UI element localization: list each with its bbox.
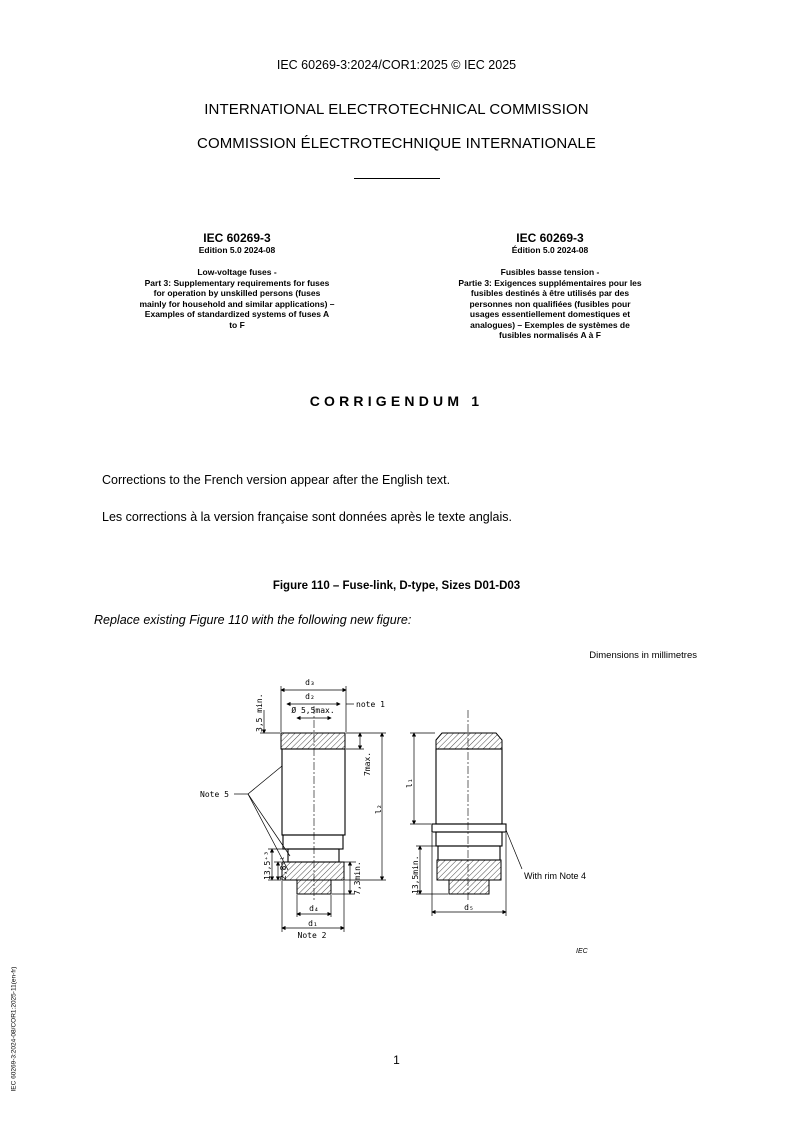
label-d5: d₅ — [464, 903, 474, 912]
lower-step — [438, 846, 500, 860]
top-contact — [281, 733, 345, 749]
standard-title — [102, 267, 372, 330]
standard-edition: Édition 5.0 2024-08 — [511, 245, 589, 255]
label-d2: d₂ — [305, 692, 315, 701]
lower-body — [436, 832, 502, 846]
label-rim-note: With rim Note 4 — [524, 871, 587, 881]
standard-info-english — [102, 231, 372, 330]
title-line: for operation by unskilled persons (fuses — [153, 288, 321, 298]
contact-tip — [297, 880, 331, 894]
title-line: analogues) – Exemples de systèmes de — [470, 319, 630, 330]
header-divider — [354, 178, 440, 179]
label-note2: Note 2 — [297, 931, 327, 940]
side-view — [410, 710, 522, 916]
label-note1: note 1 — [356, 700, 385, 709]
standard-edition: Edition 5.0 2024-08 — [198, 245, 276, 255]
title-line: to F — [229, 319, 245, 330]
label-d1: d₁ — [308, 919, 318, 928]
body-step — [283, 835, 343, 849]
replacement-instruction: Replace existing Figure 110 with the following new figure: — [94, 613, 412, 627]
title-line: mainly for household and similar applications) – — [139, 298, 335, 309]
lower-step — [288, 849, 339, 862]
label-7-max: 7max. — [363, 751, 372, 776]
rim — [432, 824, 506, 832]
standard-info-french — [415, 231, 685, 341]
title-line: fusibles normalisés A à F — [499, 330, 601, 340]
standard-number: IEC 60269-3 — [516, 231, 584, 245]
organization-name-french: COMMISSION ÉLECTROTECHNIQUE INTERNATIONALE — [197, 135, 596, 152]
page-number: 1 — [393, 1053, 400, 1067]
dimensions-note: Dimensions in millimetres — [589, 650, 697, 661]
title-line: usages essentiellement domestiques et — [469, 309, 631, 319]
cartridge-body — [282, 749, 345, 835]
title-line: Part 3: Supplementary requirements for fuses — [144, 277, 330, 288]
standard-title — [415, 267, 685, 341]
fuse-link-drawing — [160, 670, 600, 940]
margin-identifier: IEC 60269-3:2024-08/COR1:2025-11(en-fr) — [10, 966, 18, 1092]
label-7-3-min: 7,3min. — [353, 861, 362, 895]
label-13-5-min: 13,5min. — [411, 855, 420, 894]
label-l1: l₁ — [405, 778, 414, 788]
label-13-5-tol: 13,5⁺³ — [263, 851, 272, 880]
document-reference: IEC 60269-3:2024/COR1:2025 © IEC 2025 — [276, 58, 517, 72]
top-contact — [436, 733, 502, 749]
organization-name-english: INTERNATIONAL ELECTROTECHNICAL COMMISSION — [204, 101, 589, 118]
contact-tip — [449, 880, 489, 894]
cartridge-body — [436, 749, 502, 824]
title-line: personnes non qualifiées (fusibles pour — [469, 298, 631, 309]
bottom-contact — [282, 862, 344, 880]
title-line: Partie 3: Exigences supplémentaires pour les — [458, 277, 642, 288]
label-note5: Note 5 — [200, 790, 229, 799]
note-english: Corrections to the French version appear after the English text. — [102, 473, 451, 487]
corrigendum-title: CORRIGENDUM 1 — [309, 393, 484, 409]
standard-number: IEC 60269-3 — [203, 231, 271, 245]
title-line: Examples of standardized systems of fuses A — [144, 309, 330, 319]
label-3-5-min: 3,5 min. — [255, 693, 264, 732]
label-2-8-tol: 2,8⁺¹ — [279, 855, 288, 880]
bottom-contact — [437, 860, 501, 880]
label-l2: l₂ — [374, 804, 383, 814]
label-hole-diameter: Ø 5,5max. — [291, 706, 335, 715]
title-line: Low-voltage fuses - — [197, 267, 277, 277]
title-line: Fusibles basse tension - — [500, 267, 600, 277]
title-line: fusibles destinés à être utilisés par des — [470, 288, 630, 298]
figure-title: Figure 110 – Fuse-link, D-type, Sizes D01-D03 — [272, 580, 521, 592]
label-d4: d₄ — [309, 904, 319, 913]
label-d3: d₃ — [305, 678, 315, 687]
iec-mark: IEC — [576, 948, 588, 955]
note-french: Les corrections à la version française sont données après le texte anglais. — [102, 510, 512, 524]
